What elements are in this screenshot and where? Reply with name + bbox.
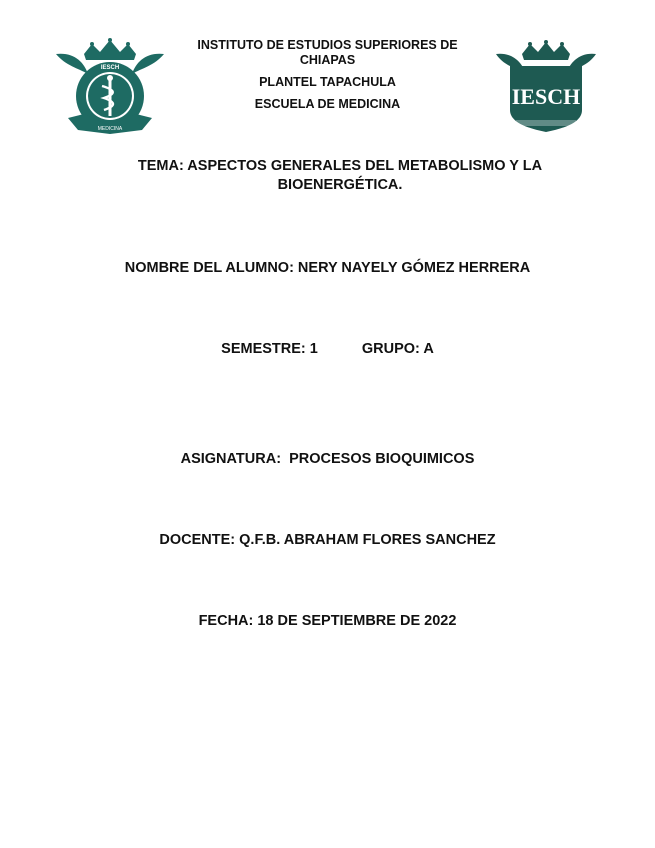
svg-text:IESCH: IESCH: [100, 65, 120, 71]
subject-name: ASIGNATURA: PROCESOS BIOQUIMICOS: [180, 451, 475, 467]
institution-header: [180, 38, 475, 112]
svg-text:IESCH: IESCH: [511, 84, 581, 109]
institution-name-line1: INSTITUTO DE ESTUDIOS SUPERIORES DE: [197, 38, 458, 52]
institution-name-line2: CHIAPAS: [299, 53, 356, 67]
school-logo-right: [496, 40, 596, 136]
teacher-name: DOCENTE: Q.F.B. ABRAHAM FLORES SANCHEZ: [159, 532, 496, 548]
iesch-crest-icon: [496, 40, 596, 136]
semester-group-row: [0, 340, 655, 359]
caduceus-crest-icon: [54, 38, 166, 136]
topic-title: TEMA: ASPECTOS GENERALES DEL METABOLISMO Y LA BIOENERGÉTICA.: [137, 158, 543, 193]
student-name: NOMBRE DEL ALUMNO: NERY NAYELY GÓMEZ HERRERA: [124, 260, 531, 276]
semester-label: SEMESTRE: 1: [221, 341, 318, 357]
school-logo-left: [54, 38, 166, 136]
date-line: FECHA: 18 DE SEPTIEMBRE DE 2022: [198, 613, 457, 629]
campus-name: PLANTEL TAPACHULA: [259, 75, 396, 89]
school-name: ESCUELA DE MEDICINA: [254, 97, 401, 111]
svg-text:MEDICINA: MEDICINA: [97, 126, 123, 132]
group-label: GRUPO: A: [361, 341, 434, 357]
